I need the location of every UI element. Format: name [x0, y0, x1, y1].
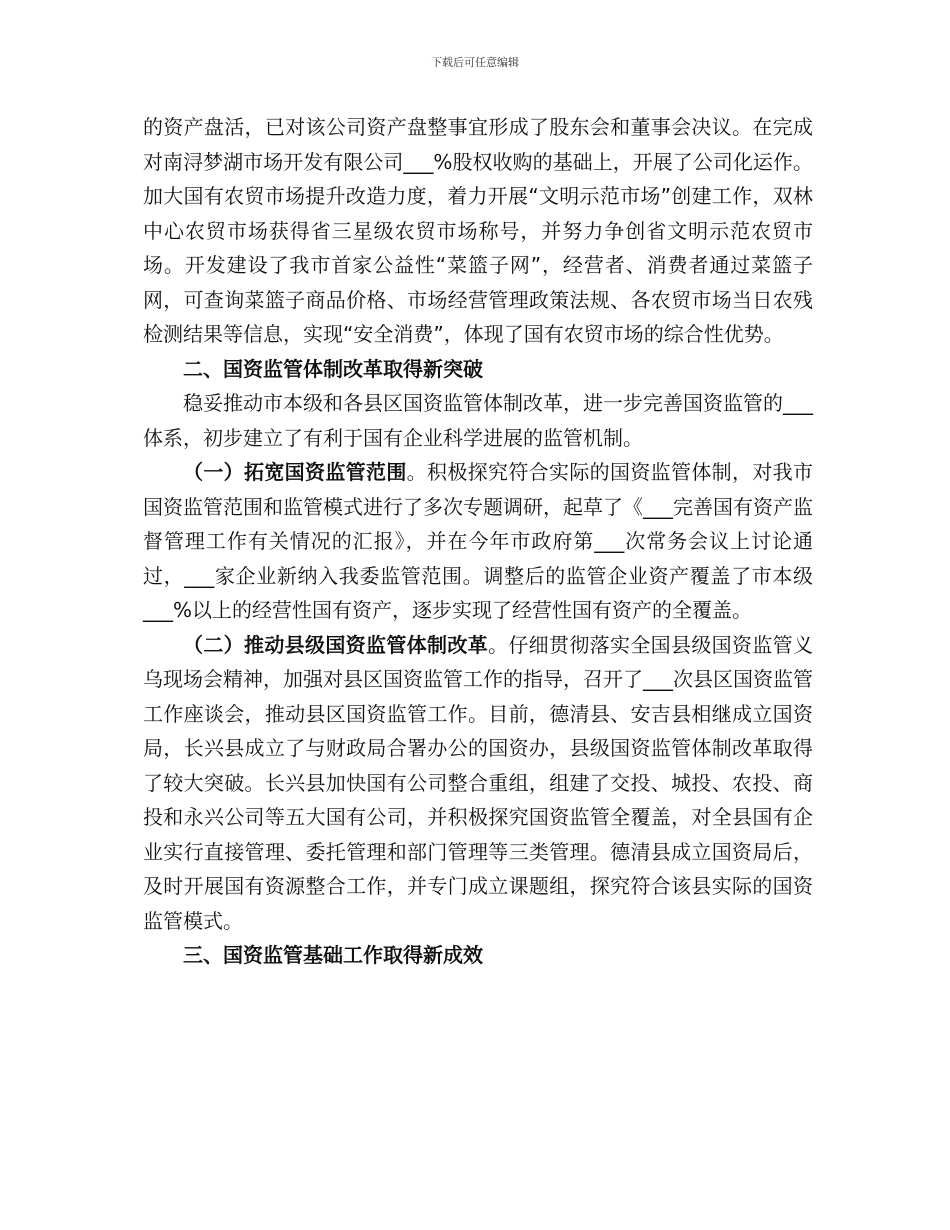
paragraph-county-reform-text: 。仔细贯彻落实全国县级国资监管义乌现场会精神，加强对县区国资监管工作的指导，召开了___次县区国资监管工作座谈会，推动县区国资监管工作。目前，德清县、安吉县相继成立国资局，长兴县成立了与财政局合署办公的国资办，县级国资监管体制改革取得了较大突破。长兴县加快国有公司整合重组，组建了交投、城投、农投、商投和永兴公司等五大国有公司，并积极探究国资监管全覆盖，对全县国有企业实行直接管理、委托管理和部门管理等三类管理。德清县成立国资局后，及时开展国有资源整合工作，并专门成立课题组，探究符合该县实际的国资监管模式。: [143, 632, 813, 933]
paragraph-scope: [143, 455, 813, 628]
section-heading-3: 三、国资监管基础工作取得新成效: [183, 943, 483, 967]
subheading-county-reform: （二）推动县级国资监管体制改革: [183, 632, 488, 657]
paragraph-county-reform: [143, 628, 813, 939]
paragraph-reform-intro: 稳妥推动市本级和各县区国资监管体制改革，进一步完善国资监管的___体系，初步建立了有利于国有企业科学进展的监管机制。: [143, 391, 813, 450]
document-body: [143, 110, 813, 973]
page-header: 下载后可任意编辑: [431, 56, 519, 69]
paragraph-asset-revitalization: 的资产盘活，已对该公司资产盘整事宜形成了股东会和董事会决议。在完成对南浔梦湖市场开发有限公司___%股权收购的基础上，开展了公司化运作。加大国有农贸市场提升改造力度，着力开展“文明示范市场”创建工作，双林中心农贸市场获得省三星级农贸市场称号，并努力争创省文明示范农贸市场。开发建设了我市首家公益性“菜篮子网”，经营者、消费者通过菜篮子网，可查询菜篮子商品价格、市场经营管理政策法规、各农贸市场当日农残检测结果等信息，实现“安全消费”，体现了国有农贸市场的综合性优势。: [143, 115, 813, 346]
paragraph-scope-text: 。积极探究符合实际的国资监管体制，对我市国资监管范围和监管模式进行了多次专题调研，起草了《___完善国有资产监督管理工作有关情况的汇报》，并在今年市政府第___次常务会议上讨论通过，___家企业新纳入我委监管范围。调整后的监管企业资产覆盖了市本级___%以上的经营性国有资产，逐步实现了经营性国有资产的全覆盖。: [143, 460, 814, 622]
section-heading-2: 二、国资监管体制改革取得新突破: [183, 356, 483, 381]
subheading-scope: （一）拓宽国资监管范围: [183, 460, 407, 484]
